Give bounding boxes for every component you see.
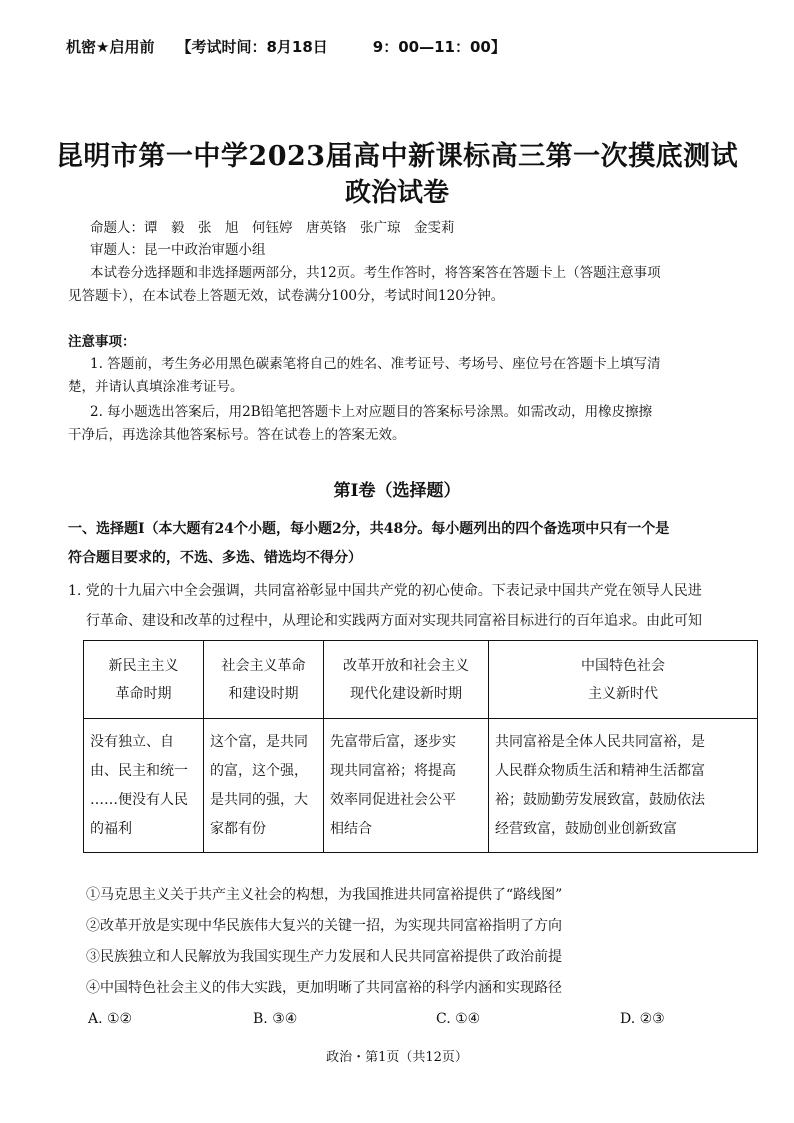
part-instructions-line-2: 符合题目要求的，不选、多选、错选均不得分）: [68, 550, 362, 566]
notes-heading: 注意事项：: [68, 334, 136, 350]
exam-time: 【考试时间：8月18日 9：00—11：00】: [176, 38, 506, 56]
page-subtitle: 政治试卷: [344, 178, 449, 208]
authors-line: 命题人：谭 毅 张 旭 何钰婷 唐英铬 张广琼 金雯莉: [90, 220, 455, 236]
question-1-stem-line-2: 行革命、建设和改革的过程中，从理论和实践两方面对实现共同富裕目标进行的百年追求。由此可知: [86, 613, 702, 629]
page-title: 昆明市第一中学2023届高中新课标高三第一次摸底测试: [55, 141, 739, 172]
table-cell: 共同富裕是全体人民共同富裕，是 人民群众物质生活和精神生活都富 裕；鼓励勤劳发展致富，鼓励依法 经营致富，鼓励创业创新致富: [489, 719, 758, 853]
table-header-cell: 新民主主义 革命时期: [84, 641, 204, 719]
statement-4: ④中国特色社会主义的伟大实践，更加明晰了共同富裕的科学内涵和实现路径: [86, 980, 562, 996]
option-d: D. ②③: [620, 1011, 665, 1027]
section-title: 第Ⅰ卷（选择题）: [333, 481, 461, 501]
part-instructions-line-1: 一、选择题Ⅰ（本大题有24个小题，每小题2分，共48分。每小题列出的四个备选项中只有一个是: [68, 521, 670, 537]
statement-1: ①马克思主义关于共产主义社会的构想，为我国推进共同富裕提供了“路线图”: [86, 887, 563, 903]
option-b: B. ③④: [253, 1011, 298, 1027]
table-header-cell: 社会主义革命 和建设时期: [204, 641, 324, 719]
period-table: [83, 640, 758, 853]
note-2-line-1: 2. 每小题选出答案后，用2B铅笔把答题卡上对应题目的答案标号涂黑。如需改动，用橡皮擦擦: [90, 404, 653, 420]
table-cell: 先富带后富，逐步实 现共同富裕；将提高 效率同促进社会公平 相结合: [324, 719, 489, 853]
table-row: [84, 719, 758, 853]
reviewers-line: 审题人：昆一中政治审题小组: [90, 242, 266, 258]
option-c: C. ①④: [436, 1011, 481, 1027]
intro-line-1: 本试卷分选择题和非选择题两部分，共12页。考生作答时，将答案答在答题卡上（答题注意事项: [90, 265, 661, 281]
note-2-line-2: 干净后，再选涂其他答案标号。答在试卷上的答案无效。: [68, 427, 406, 443]
note-1-line-2: 楚，并请认真填涂准考证号。: [68, 379, 244, 395]
intro-line-2: 见答题卡），在本试卷上答题无效，试卷满分100分，考试时间120分钟。: [68, 288, 505, 304]
question-1-stem-line-1: 1. 党的十九届六中全会强调，共同富裕彰显中国共产党的初心使命。下表记录中国共产党在领导人民进: [68, 583, 702, 599]
note-1-line-1: 1. 答题前，考生务必用黑色碳素笔将自己的姓名、准考证号、考场号、座位号在答题卡上填写清: [90, 356, 661, 372]
table-header-cell: 改革开放和社会主义 现代化建设新时期: [324, 641, 489, 719]
table-header-cell: 中国特色社会 主义新时代: [489, 641, 758, 719]
page-footer: 政治・第1页（共12页）: [326, 1050, 468, 1065]
statement-2: ②改革开放是实现中华民族伟大复兴的关键一招，为实现共同富裕指明了方向: [86, 918, 562, 934]
confidential-label: 机密★启用前: [66, 38, 155, 56]
table-cell: 没有独立、自 由、民主和统一 ……便没有人民 的福利: [84, 719, 204, 853]
exam-header: [66, 36, 506, 57]
table-cell: 这个富，是共同 的富，这个强， 是共同的强，大 家都有份: [204, 719, 324, 853]
statement-3: ③民族独立和人民解放为我国实现生产力发展和人民共同富裕提供了政治前提: [86, 949, 562, 965]
option-a: A. ①②: [88, 1011, 133, 1027]
table-header-row: [84, 641, 758, 719]
